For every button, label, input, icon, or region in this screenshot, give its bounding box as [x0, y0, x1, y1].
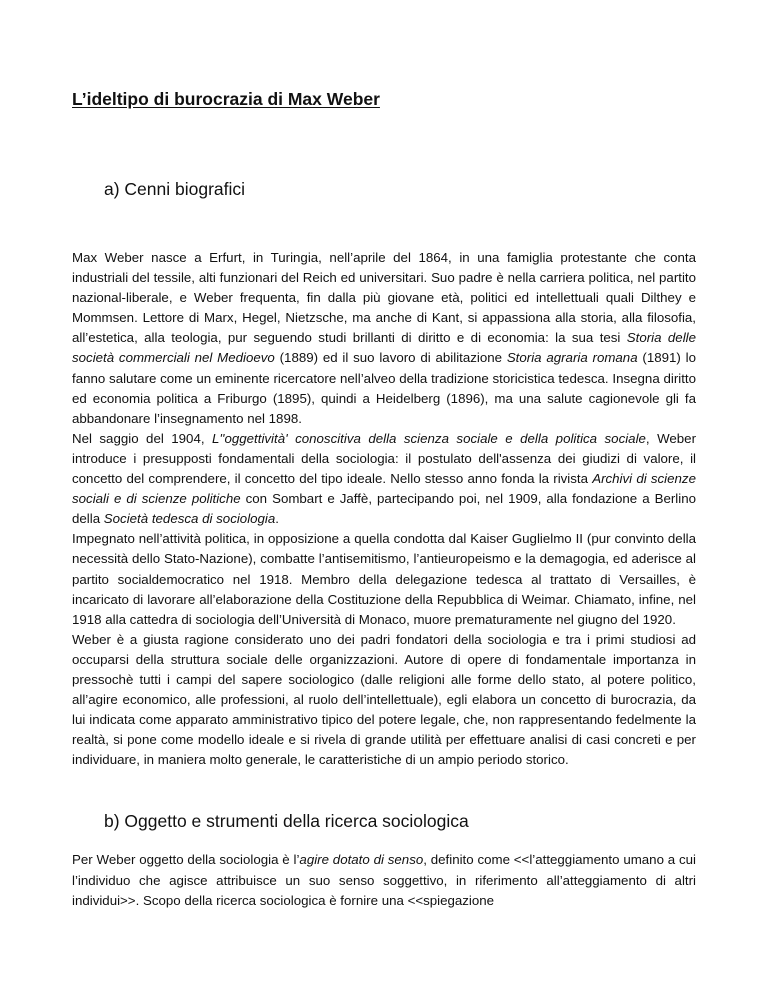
paragraph-object-1 [72, 850, 696, 910]
section-heading-b: b) Oggetto e strumenti della ricerca sociologica [104, 811, 469, 832]
paragraph-biography-2 [72, 429, 696, 529]
p5-text-c: , definito come <<l’atteggiamento umano a cui l’individuo che agisce attribuisce un suo senso soggettivo, in riferimento all’atteggiamento di altri individui>>. Scopo della ricerca sociologica è fornire una <<spiegazione [72, 852, 697, 908]
p1-text-a: Max Weber nasce a Erfurt, in Turingia, nell’aprile del 1864, in una famiglia protestante che conta industriali del tessile, alti funzionari del Reich ed universitari. Suo padre è nella carriera politica, nel partito nazional-liberale, e Weber frequenta, fin dalla più giovane età, politici ed intellettuali quali Dilthey e Mommsen. Lettore di Marx, Hegel, Nietzsche, ma anche di Kant, si appassiona alla storia, alla filosofia, all’estetica, alla teologia, pur seguendo studi brillanti di diritto e di economia: la sua tesi [72, 250, 696, 346]
p5-italic-concept: agire dotato di senso [299, 852, 424, 868]
p2-text-g: . [275, 511, 279, 527]
document-title: L’ideltipo di burocrazia di Max Weber [72, 89, 380, 109]
p2-text-c: , Weber introduce i presupposti fondamentali della sociologia: il postulato dell'assenza dei giudizi di valore, il concetto del comprendere, il concetto del tipo ideale. Nello stesso anno fonda la rivista [72, 430, 696, 487]
p1-italic-habilitation: Storia agraria romana [506, 350, 638, 366]
p2-text-a: Nel saggio del 1904, [72, 430, 212, 446]
p2-text-e: con Sombart e Jaffè, partecipando poi, nel 1909, alla fondazione a Berlino della [72, 491, 696, 527]
p1-text-c: (1889) ed il suo lavoro di abilitazione [274, 350, 507, 366]
p2-italic-essay: L''oggettività' conoscitiva della scienza sociale e della politica sociale [212, 430, 646, 446]
p2-italic-journal: Archivi di scienze sociali e di scienze politiche [72, 471, 696, 507]
p2-italic-society: Società tedesca di sociologia [103, 511, 276, 527]
p1-italic-thesis: Storia delle società commerciali nel Medioevo [72, 330, 696, 366]
section-heading-a: a) Cenni biografici [104, 179, 246, 199]
p1-text-e: (1891) lo fanno salutare come un eminente ricercatore nell’alveo della tradizione storicistica tedesca. Insegna diritto ed economia politica a Friburgo (1895), quindi a Heidelberg (1896), ma una salute cagionevole gli fa abbandonare l’insegnamento nel 1898. [72, 350, 696, 426]
paragraph-biography-4: Weber è a giusta ragione considerato uno dei padri fondatori della sociologia e tra i primi studiosi ad occuparsi della struttura sociale delle organizzazioni. Autore di opere di fondamentale importanza in pressochè tutti i campi del sapere sociologico (dalle religioni alle forme dello stato, al potere politico, all’agire economico, alle professioni, al ruolo dell’intellettuale), egli elabora un concetto di burocrazia, da lui indicata come apparato amministrativo tipico del potere legale, che, non rappresentando fedelmente la realtà, si pone come modello ideale e si rivela di grande utilità per effettuare analisi di casi concreti e per individuare, in maniera molto generale, le caratteristiche di un ampio periodo storico. [72, 631, 696, 768]
paragraph-biography-3: Impegnato nell’attività politica, in opposizione a quella condotta dal Kaiser Guglielmo II (pur convinto della necessità dello Stato-Nazione), combatte l’antisemitismo, l’antieuropeismo e la demagogia, ed aderisce al partito socialdemocratico nel 1918. Membro della delegazione tedesca al trattato di Versailles, è incaricato di lavorare all’elaborazione della Costituzione della Repubblica di Weimar. Chiamato, infine, nel 1918 alla cattedra di sociologia dell’Università di Monaco, muore prematuramente nel giugno del 1920. [72, 531, 696, 627]
p5-text-a: Per Weber oggetto della sociologia è l’ [72, 852, 300, 868]
paragraph-biography-1 [72, 248, 696, 429]
